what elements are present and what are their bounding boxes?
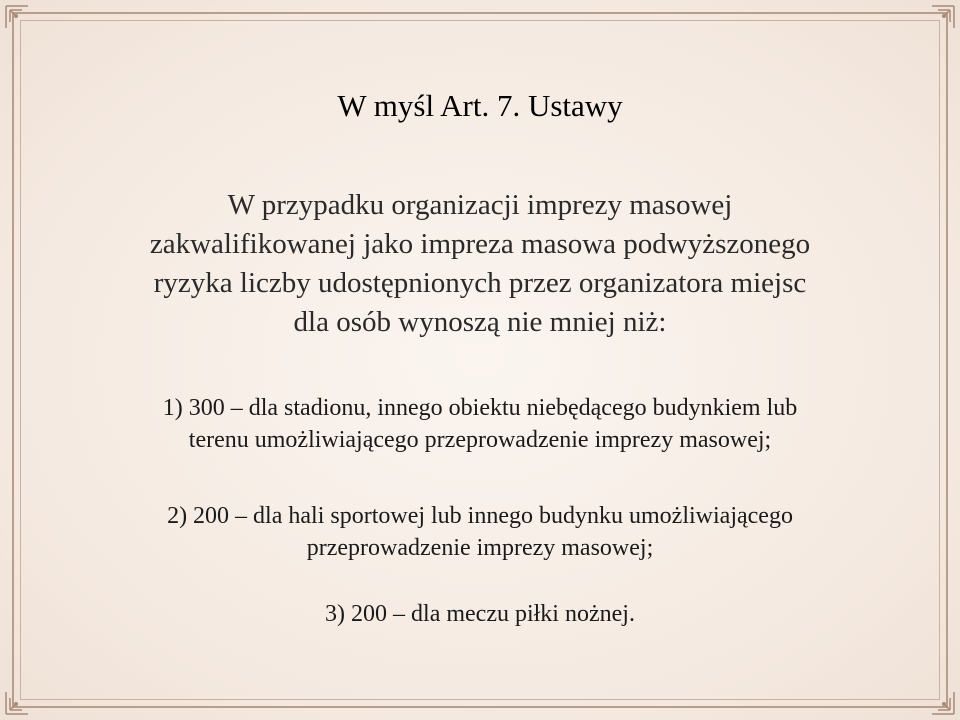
list-item-line: 1) 300 – dla stadionu, innego obiektu niebędącego budynkiem lub xyxy=(162,395,798,421)
corner-ornament-icon xyxy=(930,690,956,716)
intro-line: W przypadku organizacji imprezy masowej xyxy=(227,189,733,221)
corner-ornament-icon xyxy=(4,4,30,30)
intro-line: ryzyka liczby udostępnionych przez organizatora miejsc xyxy=(153,267,807,299)
intro-paragraph xyxy=(0,186,960,342)
list-item-stadium xyxy=(0,392,960,456)
list-item-line: 3) 200 – dla meczu piłki nożnej. xyxy=(325,601,635,627)
list-item-line: 2) 200 – dla hali sportowej lub innego budynku umożliwiającego xyxy=(167,503,793,529)
list-item-line: przeprowadzenie imprezy masowej; xyxy=(306,535,654,561)
list-item-line: terenu umożliwiającego przeprowadzenie imprezy masowej; xyxy=(188,427,772,453)
corner-ornament-icon xyxy=(930,4,956,30)
intro-line: dla osób wynoszą nie mniej niż: xyxy=(293,306,667,338)
corner-ornament-icon xyxy=(4,690,30,716)
list-item-football-match xyxy=(0,598,960,630)
list-item-sports-hall xyxy=(0,500,960,564)
slide-title: W myśl Art. 7. Ustawy xyxy=(337,88,623,123)
intro-line: zakwalifikowanej jako impreza masowa podwyższonego xyxy=(149,228,811,260)
